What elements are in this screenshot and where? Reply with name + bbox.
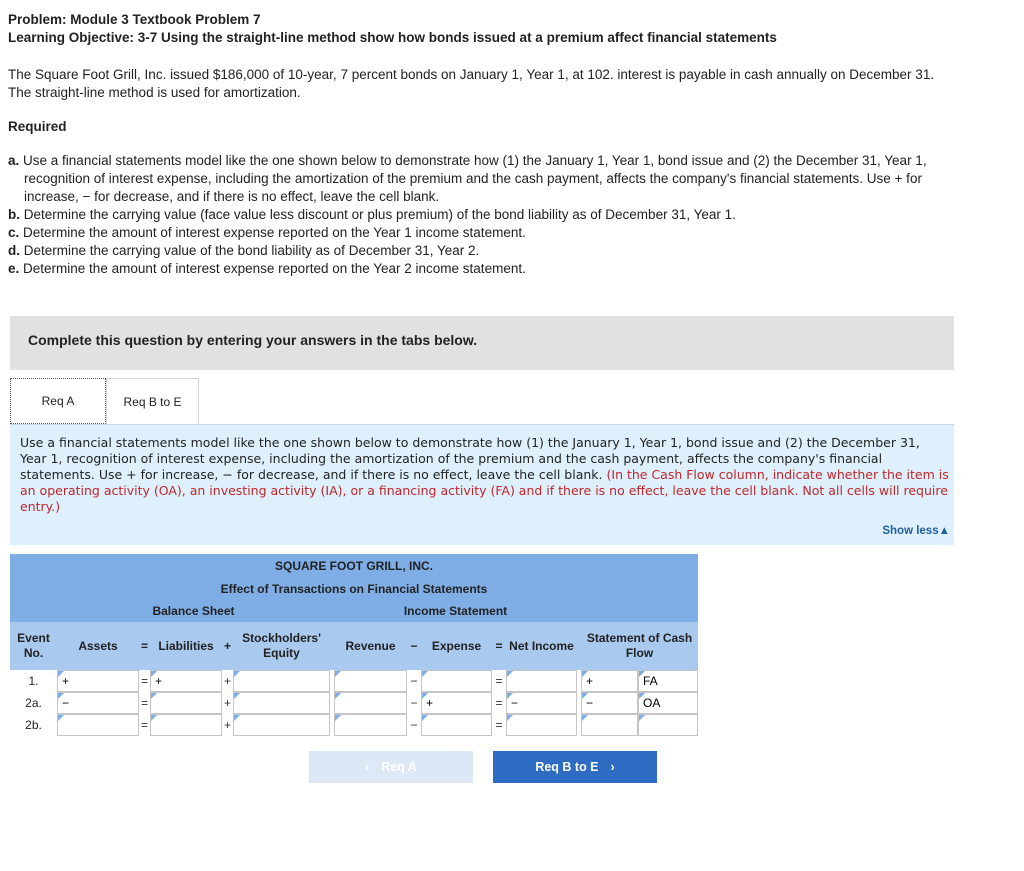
- op-plus: +: [222, 714, 233, 736]
- learning-objective: Learning Objective: 3-7 Using the straight-line method show how bonds issued at a premium affect financial statements: [8, 30, 777, 45]
- problem-title: Problem: Module 3 Textbook Problem 7: [8, 12, 261, 27]
- cell-marker-icon: [151, 693, 157, 699]
- item-text: Determine the carrying value of the bond liability as of December 31, Year 2.: [23, 243, 480, 258]
- complete-question-banner: [10, 316, 954, 370]
- op-plus: +: [222, 670, 233, 692]
- cash-flow-sign-cell: [581, 714, 638, 736]
- cell-marker-icon: [422, 671, 428, 677]
- event-number: 2a.: [10, 692, 57, 714]
- liabilities-cell: [150, 692, 222, 714]
- cash-flow-sign-cell: [581, 692, 638, 714]
- prev-req-button[interactable]: [309, 751, 473, 783]
- cell-marker-icon: [507, 693, 513, 699]
- tab-req-b-to-e[interactable]: Req B to E: [106, 378, 199, 424]
- revenue-input[interactable]: [334, 714, 407, 736]
- net-income-cell: [506, 692, 577, 714]
- item-letter: a.: [8, 153, 20, 168]
- liabilities-input[interactable]: [150, 670, 222, 692]
- expense-input[interactable]: [421, 670, 492, 692]
- assets-cell: [57, 692, 139, 714]
- item-text: Determine the amount of interest expense reported on the Year 2 income statement.: [23, 261, 526, 276]
- item-text: Determine the carrying value (face value less discount or plus premium) of the bond liability as of December 31, Year 1.: [23, 207, 736, 222]
- item-letter: c.: [8, 225, 20, 240]
- item-letter: b.: [8, 207, 20, 222]
- op-minus: −: [407, 692, 421, 714]
- equity-input[interactable]: [233, 670, 330, 692]
- required-item-d: [8, 242, 948, 260]
- cash-flow-activity-cell: [638, 670, 698, 692]
- financial-statements-table: [10, 554, 698, 736]
- op-equals: =: [139, 670, 150, 692]
- revenue-header: Revenue: [334, 622, 407, 670]
- assets-header: Assets: [57, 622, 139, 670]
- liabilities-input[interactable]: [150, 714, 222, 736]
- cash-flow-sign-input[interactable]: [581, 692, 638, 714]
- cell-marker-icon: [335, 671, 341, 677]
- equity-input[interactable]: [233, 714, 330, 736]
- cell-marker-icon: [507, 715, 513, 721]
- table-subtitle: Effect of Transactions on Financial Statements: [10, 577, 698, 600]
- cell-marker-icon: [151, 715, 157, 721]
- equity-cell: [233, 670, 330, 692]
- instructions-text: [20, 435, 950, 515]
- cell-marker-icon: [507, 671, 513, 677]
- op-equals: =: [139, 714, 150, 736]
- op-minus: −: [407, 714, 421, 736]
- op-plus: +: [222, 622, 233, 670]
- expense-cell: [421, 692, 492, 714]
- triangle-up-icon: ▲: [938, 525, 950, 537]
- event-no-header: Event No.: [10, 622, 57, 670]
- cell-marker-icon: [422, 693, 428, 699]
- header-spacer: [10, 600, 57, 622]
- revenue-input[interactable]: [334, 692, 407, 714]
- net-income-input[interactable]: [506, 714, 577, 736]
- next-req-button[interactable]: [493, 751, 657, 783]
- cell-marker-icon: [335, 693, 341, 699]
- liabilities-cell: [150, 670, 222, 692]
- expense-header: Expense: [421, 622, 492, 670]
- cash-flow-sign-input[interactable]: [581, 714, 638, 736]
- expense-input[interactable]: [421, 714, 492, 736]
- item-letter: e.: [8, 261, 20, 276]
- expense-cell: [421, 670, 492, 692]
- cash-flow-activity-cell: [638, 692, 698, 714]
- net-income-input[interactable]: [506, 692, 577, 714]
- required-heading: Required: [8, 119, 67, 134]
- table-body: [10, 670, 698, 736]
- next-label: Req B to E: [535, 760, 599, 774]
- cell-marker-icon: [234, 715, 240, 721]
- item-letter: d.: [8, 243, 20, 258]
- show-less-label: Show less: [882, 525, 939, 537]
- table-row: [10, 714, 698, 736]
- assets-cell: [57, 670, 139, 692]
- required-list: [8, 152, 948, 278]
- assets-input[interactable]: [57, 670, 139, 692]
- header-spacer: [577, 600, 698, 622]
- cell-marker-icon: [234, 671, 240, 677]
- income-statement-header: Income Statement: [334, 600, 577, 622]
- assets-input[interactable]: [57, 714, 139, 736]
- chevron-left-icon: ‹: [365, 760, 370, 774]
- net-income-header: Net Income: [506, 622, 577, 670]
- cell-marker-icon: [639, 671, 645, 677]
- assets-cell: [57, 714, 139, 736]
- liabilities-cell: [150, 714, 222, 736]
- revenue-input[interactable]: [334, 670, 407, 692]
- instructions-note: (In the Cash Flow column, indicate whether the item is an operating activity (OA), an investing activity (IA), or a financing activity (FA) and if there is no effect, leave the cell blank. Not all cells will require entry.): [20, 467, 949, 514]
- cash-flow-activity-input[interactable]: [638, 692, 698, 714]
- cell-marker-icon: [58, 671, 64, 677]
- cash-flow-activity-input[interactable]: [638, 714, 698, 736]
- tab-req-a[interactable]: Req A: [10, 378, 106, 424]
- required-item-a: [8, 152, 948, 206]
- op-equals: =: [492, 692, 506, 714]
- net-income-input[interactable]: [506, 670, 577, 692]
- cash-flow-header: Statement of Cash Flow: [581, 622, 698, 670]
- table-row: [10, 670, 698, 692]
- op-equals: =: [492, 670, 506, 692]
- show-less-link[interactable]: [882, 525, 950, 537]
- liabilities-input[interactable]: [150, 692, 222, 714]
- problem-statement: The Square Foot Grill, Inc. issued $186,000 of 10-year, 7 percent bonds on January 1, Year 1, at 102. interest is payable in cash annually on December 31. The straight-line method is used for amortization.: [8, 67, 935, 100]
- cell-marker-icon: [582, 693, 588, 699]
- revenue-cell: [334, 692, 407, 714]
- cell-marker-icon: [422, 715, 428, 721]
- cell-marker-icon: [151, 671, 157, 677]
- op-equals: =: [139, 622, 150, 670]
- event-number: 2b.: [10, 714, 57, 736]
- cash-flow-sign-cell: [581, 670, 638, 692]
- cell-marker-icon: [234, 693, 240, 699]
- cash-flow-activity-input[interactable]: [638, 670, 698, 692]
- cell-marker-icon: [58, 715, 64, 721]
- balance-sheet-header: Balance Sheet: [57, 600, 330, 622]
- cell-marker-icon: [582, 715, 588, 721]
- complete-question-text: Complete this question by entering your answers in the tabs below.: [28, 332, 478, 348]
- equity-cell: [233, 692, 330, 714]
- revenue-cell: [334, 714, 407, 736]
- company-name: SQUARE FOOT GRILL, INC.: [10, 554, 698, 577]
- equity-header: Stockholders' Equity: [233, 622, 330, 670]
- expense-input[interactable]: [421, 692, 492, 714]
- cell-marker-icon: [58, 693, 64, 699]
- op-plus: +: [222, 692, 233, 714]
- expense-cell: [421, 714, 492, 736]
- prev-label: Req A: [381, 760, 417, 774]
- cell-marker-icon: [639, 715, 645, 721]
- required-item-e: [8, 260, 948, 278]
- op-minus: −: [407, 622, 421, 670]
- equity-input[interactable]: [233, 692, 330, 714]
- revenue-cell: [334, 670, 407, 692]
- chevron-right-icon: ›: [610, 760, 615, 774]
- op-minus: −: [407, 670, 421, 692]
- cash-flow-activity-cell: [638, 714, 698, 736]
- required-item-b: [8, 206, 948, 224]
- op-equals: =: [139, 692, 150, 714]
- instructions-panel: [10, 424, 954, 545]
- cell-marker-icon: [582, 671, 588, 677]
- required-item-c: [8, 224, 948, 242]
- assets-input[interactable]: [57, 692, 139, 714]
- op-equals: =: [492, 714, 506, 736]
- item-text: Use a financial statements model like the one shown below to demonstrate how (1) the January 1, Year 1, bond issue and (2) the December 31, Year 1, recognition of interest expense, including the amortization of the premium and the cash payment, affects the company's financial statements. Use + for increase, − for decrease, and if there is no effect, leave the cell blank.: [23, 153, 927, 204]
- item-text: Determine the amount of interest expense reported on the Year 1 income statement.: [23, 225, 526, 240]
- event-number: 1.: [10, 670, 57, 692]
- net-income-cell: [506, 714, 577, 736]
- net-income-cell: [506, 670, 577, 692]
- cell-marker-icon: [335, 715, 341, 721]
- cash-flow-sign-input[interactable]: [581, 670, 638, 692]
- equity-cell: [233, 714, 330, 736]
- cell-marker-icon: [639, 693, 645, 699]
- liabilities-header: Liabilities: [150, 622, 222, 670]
- table-row: [10, 692, 698, 714]
- op-equals: =: [492, 622, 506, 670]
- instructions-main: Use a financial statements model like the one shown below to demonstrate how (1) the January 1, Year 1, bond issue and (2) the December 31, Year 1, recognition of interest expense, including the amortization of the premium and the cash payment, affects the company's financial statements. Use + for increase, − for decrease, and if there is no effect, leave the cell blank.: [20, 435, 920, 482]
